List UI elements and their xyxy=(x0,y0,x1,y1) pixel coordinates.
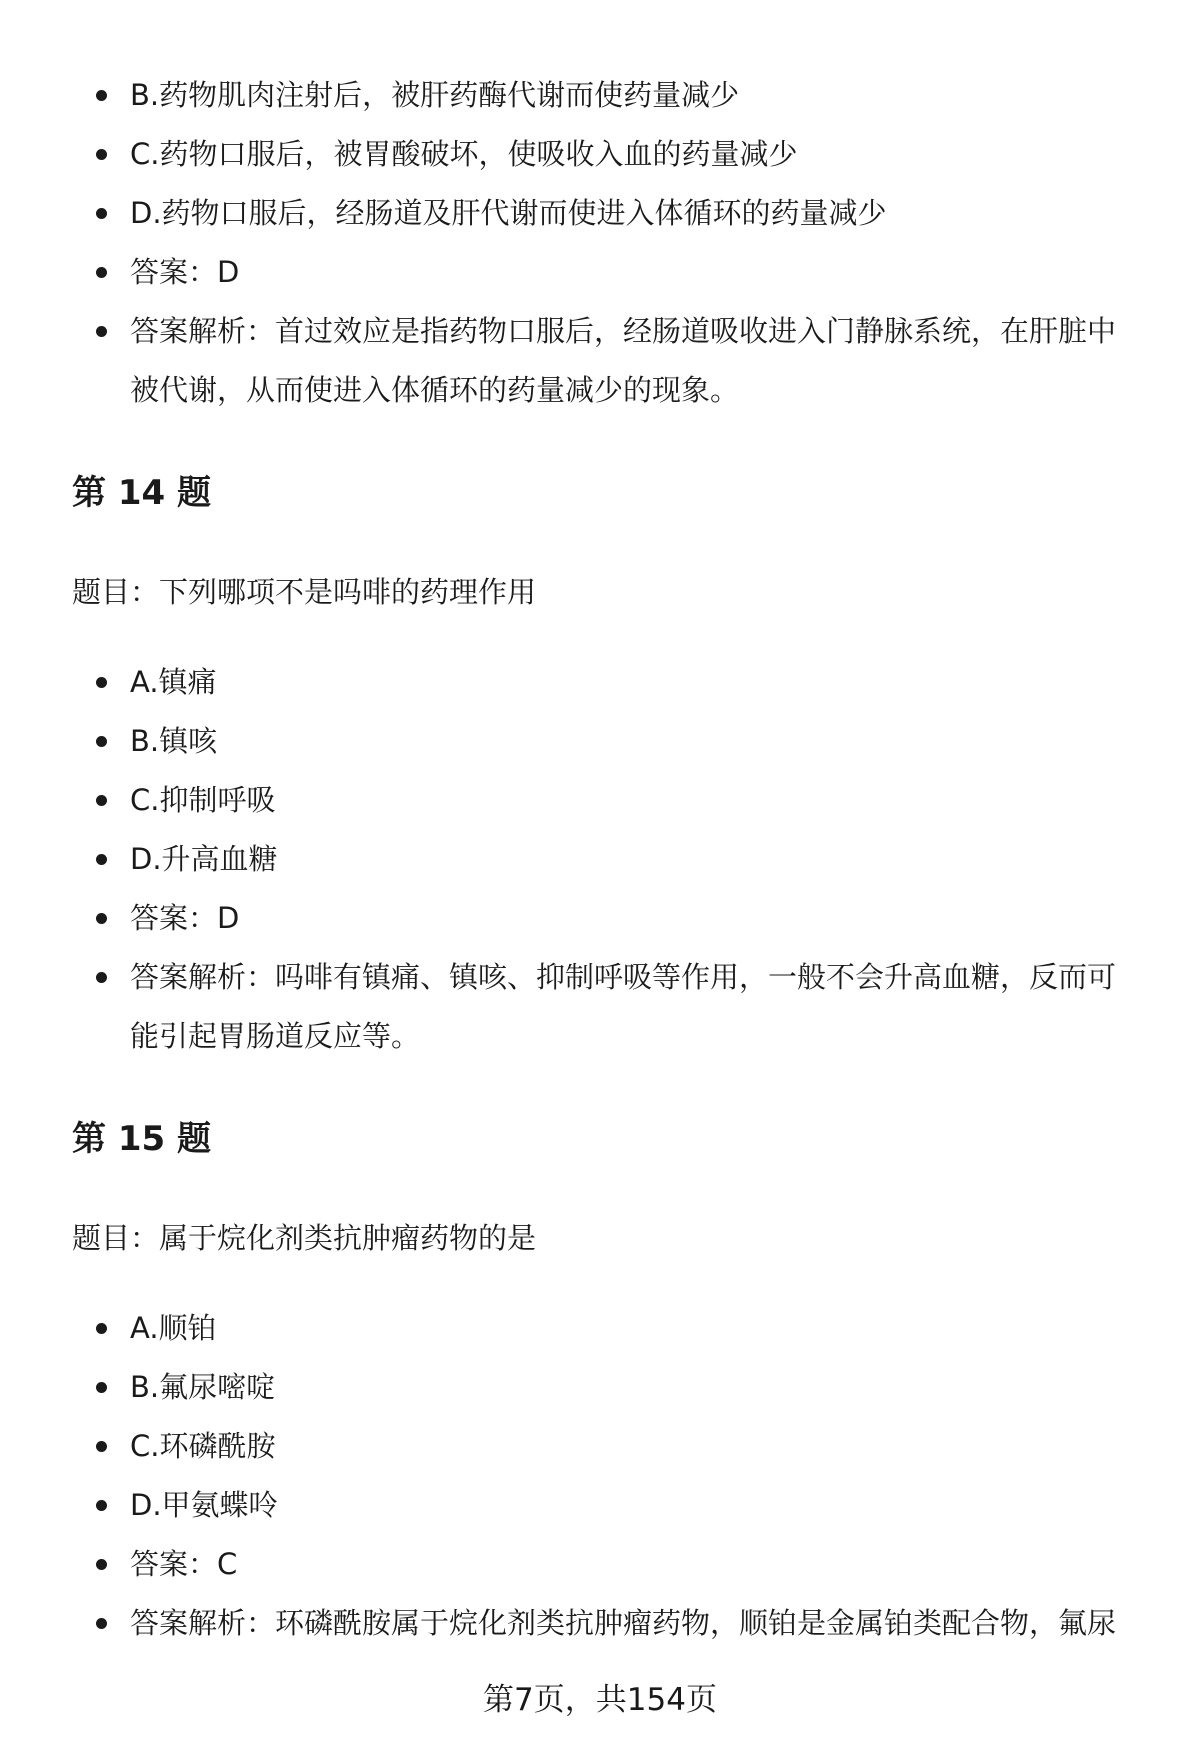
q13-explanation: 答案解析：首过效应是指药物口服后，经肠道吸收进入门静脉系统，在肝脏中被代谢，从而使进入体循环的药量减少的现象。 xyxy=(0,302,1200,420)
page-number: 第7页，共154页 xyxy=(483,1682,717,1718)
bullet-icon xyxy=(96,90,107,101)
q14-option-list xyxy=(0,653,1200,1066)
bullet-icon xyxy=(96,1559,107,1570)
bullet-icon xyxy=(96,1500,107,1511)
q15-explanation: 答案解析：环磷酰胺属于烷化剂类抗肿瘤药物，顺铂是金属铂类配合物，氟尿 xyxy=(0,1594,1200,1653)
q15-answer: 答案：C xyxy=(0,1535,1200,1594)
q15-stem: 题目：属于烷化剂类抗肿瘤药物的是 xyxy=(72,1221,537,1255)
bullet-icon xyxy=(96,795,107,806)
q15-heading: 第 15 题 xyxy=(72,1119,211,1159)
bullet-icon xyxy=(96,1618,107,1629)
q13-option-b: B.药物肌肉注射后，被肝药酶代谢而使药量减少 xyxy=(0,66,1200,125)
q15-option-list xyxy=(0,1299,1200,1653)
q15-option-d: D.甲氨蝶呤 xyxy=(0,1476,1200,1535)
bullet-icon xyxy=(96,326,107,337)
q13-option-d: D.药物口服后，经肠道及肝代谢而使进入体循环的药量减少 xyxy=(0,184,1200,243)
bullet-icon xyxy=(96,1382,107,1393)
bullet-icon xyxy=(96,854,107,865)
q14-stem: 题目：下列哪项不是吗啡的药理作用 xyxy=(72,575,537,609)
bullet-icon xyxy=(96,267,107,278)
q13-option-list xyxy=(0,66,1200,420)
q13-answer: 答案：D xyxy=(0,243,1200,302)
q13-option-c: C.药物口服后，被胃酸破坏，使吸收入血的药量减少 xyxy=(0,125,1200,184)
q15-option-c: C.环磷酰胺 xyxy=(0,1417,1200,1476)
q14-answer: 答案：D xyxy=(0,889,1200,948)
bullet-icon xyxy=(96,149,107,160)
bullet-icon xyxy=(96,208,107,219)
bullet-icon xyxy=(96,1323,107,1334)
q15-option-a: A.顺铂 xyxy=(0,1299,1200,1358)
q14-option-d: D.升高血糖 xyxy=(0,830,1200,889)
q14-option-b: B.镇咳 xyxy=(0,712,1200,771)
bullet-icon xyxy=(96,1441,107,1452)
q15-option-b: B.氟尿嘧啶 xyxy=(0,1358,1200,1417)
q14-explanation: 答案解析：吗啡有镇痛、镇咳、抑制呼吸等作用，一般不会升高血糖，反而可能引起胃肠道反应等。 xyxy=(0,948,1200,1066)
bullet-icon xyxy=(96,972,107,983)
bullet-icon xyxy=(96,913,107,924)
bullet-icon xyxy=(96,736,107,747)
q14-option-a: A.镇痛 xyxy=(0,653,1200,712)
q14-option-c: C.抑制呼吸 xyxy=(0,771,1200,830)
bullet-icon xyxy=(96,677,107,688)
q14-heading: 第 14 题 xyxy=(72,473,211,513)
